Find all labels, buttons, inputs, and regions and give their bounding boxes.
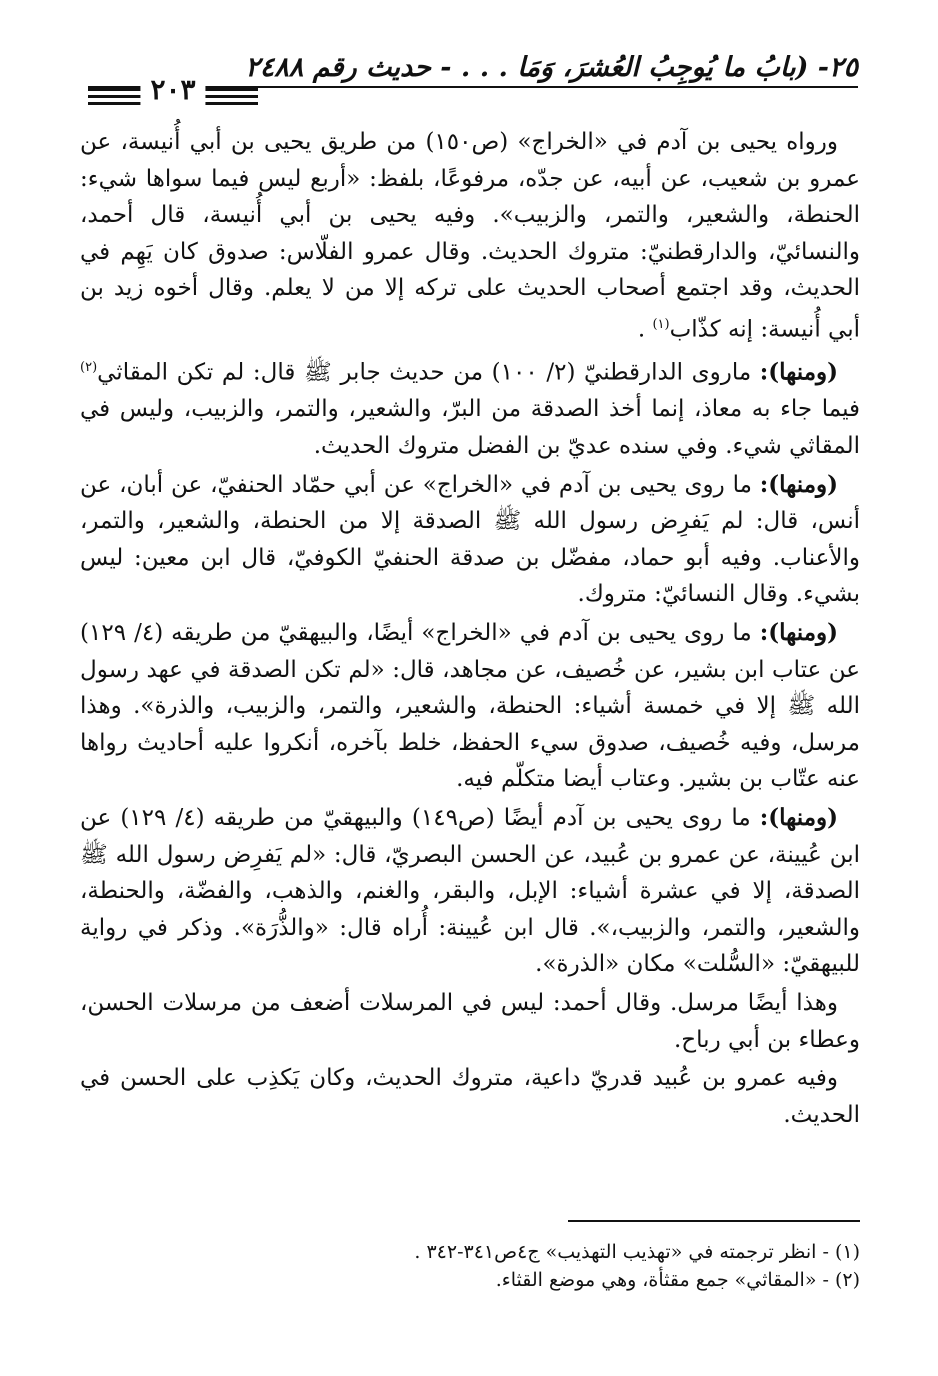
paragraph-text: وهذا أيضًا مرسل. وقال أحمد: ليس في المرسلات أضعف من مرسلات الحسن، وعطاء بن أبي رباح. — [80, 989, 860, 1053]
running-title: ٢٥- (بابُ ما يُوجِبُ العُشرَ، وَمَا . . . - حديث رقم ٢٤٨٨ — [245, 52, 858, 83]
footnote-1: (١) - انظر ترجمته في «تهذيب التهذيب» ج٤ص٣٤١-٣٤٢ . — [414, 1241, 860, 1263]
paragraph-lead: (ومنها): — [759, 470, 838, 498]
footnote-2: (٢) - «المقاثي» جمع مقثأة، وهي موضع القثاء. — [495, 1269, 860, 1291]
paragraph-3 — [80, 467, 860, 613]
paragraph-text: وفيه عمرو بن عُبيد قدريّ داعية، متروك الحديث، وكان يَكذِب على الحسن في الحديث. — [80, 1065, 860, 1128]
footnote-ref-1: (١) — [652, 316, 670, 332]
paragraph-5 — [80, 800, 860, 983]
paragraph-2 — [80, 350, 860, 464]
page-number: ٢٠٣ — [140, 74, 205, 106]
footnote-separator — [568, 1220, 860, 1222]
paragraph-tail: فيما جاء به معاذ، إنما أخذ الصدقة من البرّ، والشعير، والتمر، والزبيب، وليس في المقاثي شيء. وفي سنده عديّ بن الفضل متروك الحديث. — [80, 396, 860, 460]
paragraph-text: ما روى يحيى بن آدم في «الخراج» عن أبي حمّاد الحنفيّ، عن أبان، عن أنس، قال: لم يَفرِض رسول الله ﷺ الصدقة إلا من الحنطة، والشعير، والتمر، والأعناب. وفيه أبو حماد، مفضّل بن صدقة الحنفيّ الكوفيّ، قال ابن معين: ليس بشيء. وقال النسائيّ: متروك. — [80, 471, 860, 608]
paragraph-tail: . — [637, 316, 653, 343]
paragraph-6 — [80, 985, 860, 1058]
paragraph-1 — [80, 124, 860, 348]
paragraph-text: ماروى الدارقطنيّ (٢/ ١٠٠) من حديث جابر ﷺ قال: لم تكن المقاثي — [97, 359, 760, 386]
paragraph-4 — [80, 615, 860, 798]
footnote-ref-2: (٢) — [80, 360, 98, 376]
page-number-block — [88, 74, 258, 114]
paragraph-lead: (ومنها): — [759, 619, 838, 647]
paragraph-lead: (ومنها): — [759, 804, 838, 831]
paragraph-text: ما روى يحيى بن آدم أيضًا (ص١٤٩) والبيهقيّ من طريقه (٤/ ١٢٩) عن ابن عُيينة، عن عمرو بن عُبيد، عن الحسن البصريّ، قال: «لم يَفرِض رسول الله ﷺ الصدقة، إلا في عشرة أشياء: الإبل، والبقر، والغنم، والذهب، والفضّة، والحنطة، والشعير، والتمر، والزبيب،». قال ابن عُيينة: أُراه قال: «والذُّرَة». وذكر في رواية للبيهقيّ: «السُّلت» مكان «الذرة». — [80, 805, 860, 978]
paragraph-text: ما روى يحيى بن آدم في «الخراج» أيضًا، والبيهقيّ من طريقه (٤/ ١٢٩) عن عتاب ابن بشير، عن خُصيف، عن مجاهد، قال: «لم تكن الصدقة في عهد رسول الله ﷺ إلا في خمسة أشياء: الحنطة، والشعير، والتمر، والزبيب، والذرة». وهذا مرسل، وفيه خُصيف، صدوق سيء الحفظ، خلط بآخره، أنكروا عليه أحاديث رواها عنه عتّاب بن بشير. وعتاب أيضا متكلّم فيه. — [80, 620, 860, 793]
paragraph-7 — [80, 1060, 860, 1133]
footnotes — [200, 1238, 860, 1294]
page-body — [80, 124, 860, 1135]
paragraph-text: ورواه يحيى بن آدم في «الخراج» (ص١٥٠) من طريق يحيى بن أبي أُنيسة، عن عمرو بن شعيب، عن أبيه، عن جدّه، مرفوعًا، بلفظ: «أربع ليس فيما سواها شيء: الحنطة، والشعير، والتمر، والزبيب». وفيه يحيى بن أبي أُنيسة، قال أحمد، والنسائيّ، والدارقطنيّ: متروك الحديث. وقال عمرو الفلّاس: صدوق كان يَهِم في الحديث، وقد اجتمع أصحاب الحديث على تركه إلا من لا يعلم. وقال أخوه زيد بن أبي أُنيسة: إنه كذّاب — [80, 129, 860, 343]
page-header — [88, 52, 858, 106]
paragraph-lead: (ومنها): — [759, 358, 839, 386]
